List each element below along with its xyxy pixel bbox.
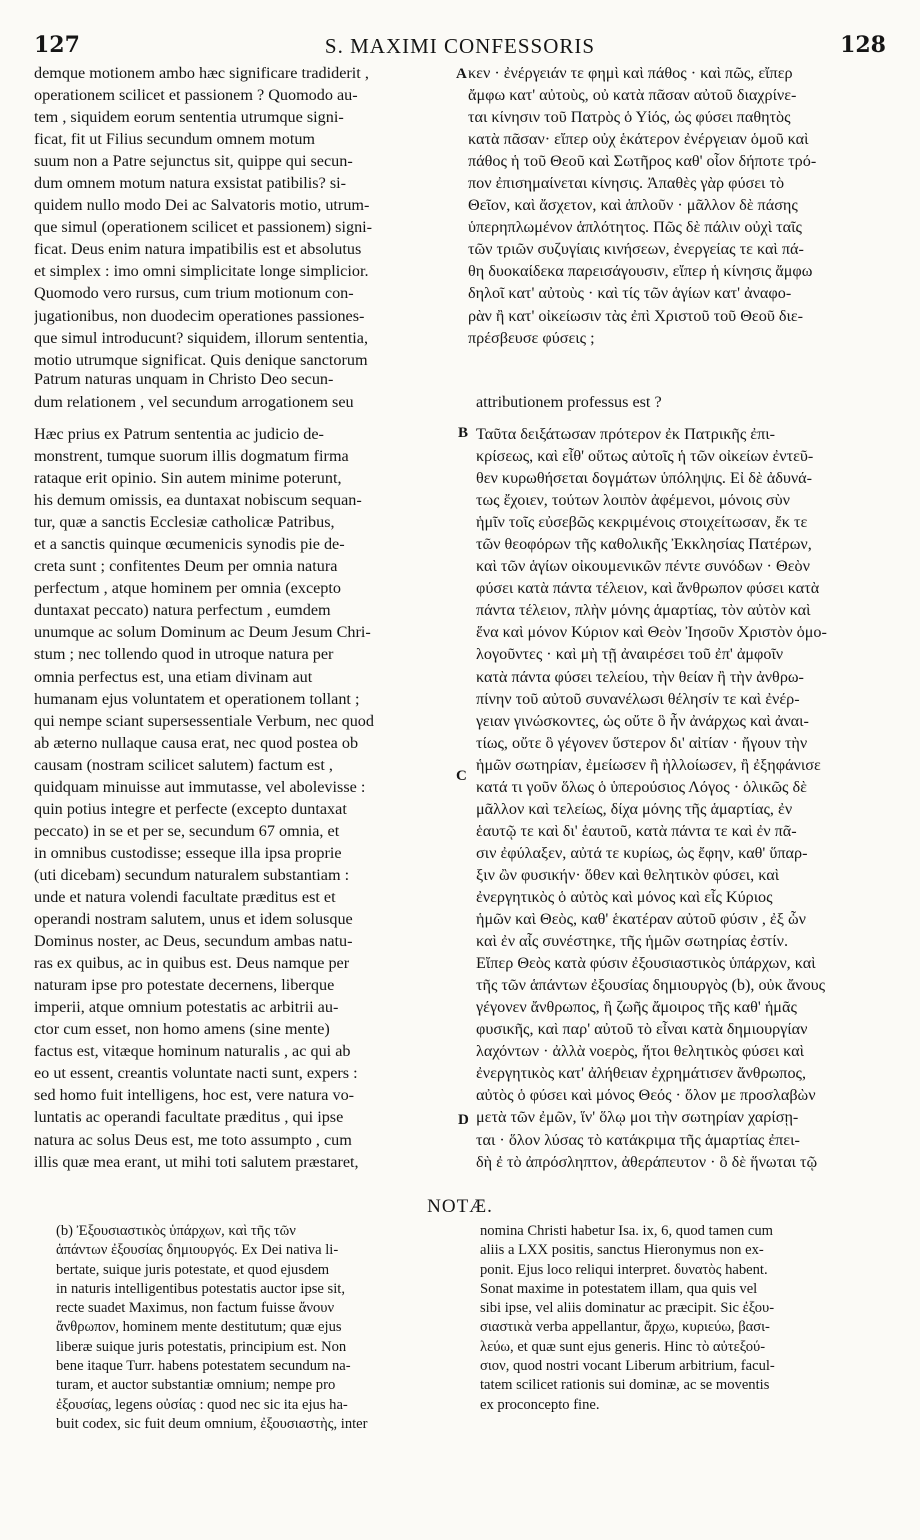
text-line: λαχόντων · ἀλλὰ νοερὸς, ἤτοι θελητικὸς φύσει καὶ: [476, 1042, 805, 1061]
spanning-text-right: attributionem professus est ?: [476, 393, 662, 411]
text-line: tur, quæ a sanctis Ecclesiæ catholicæ Patribus,: [34, 513, 335, 532]
text-line: ab æterno nullaque causa erat, nec quod postea ob: [34, 733, 359, 752]
divider: [34, 1218, 886, 1219]
text-line: duntaxat peccato) natura perfectum , eumdem: [34, 601, 331, 620]
text-line: καὶ τῶν ἁγίων οἰκουμενικῶν πέντε συνόδων · Θεὸν: [476, 557, 810, 576]
spanning-line-2: [34, 393, 886, 412]
text-line: πάθος ἡ τοῦ Θεοῦ καὶ Σωτῆρος καθ' οἷον δήποτε τρό-: [468, 152, 817, 171]
note-line: ex proconcepto fine.: [480, 1396, 600, 1413]
text-line: ται κίνησιν τοῦ Πατρὸς ὁ Υἱός, ὡς φύσει παθητὸς: [468, 108, 791, 127]
text-line: Hæc prius ex Patrum sententia ac judicio de-: [34, 425, 324, 443]
text-line: ficat, fit ut Filius secundum omnem motum: [34, 130, 316, 149]
text-line: peccato) in se et per se, secundum 67 omnia, et: [34, 821, 340, 840]
latin-column-top: [34, 62, 454, 371]
text-line: omnia perfectus est, una etiam divinam aut: [34, 667, 313, 686]
text-line: ὑπερηπλωμένον ἁπλότητος. Πῶς δὲ πάλιν οὐχὶ ταῖς: [468, 218, 802, 237]
note-line: recte suadet Maximus, non factum fuisse ἄνουν: [56, 1300, 335, 1317]
text-line: πίνην τοῦ αὐτοῦ συνανέλωσι θέλησίν τε καὶ ἐνέρ-: [476, 689, 800, 708]
text-line: φυσικῆς, καὶ παρ' αὐτοῦ τὸ εἶναι κατὰ δημιουργίαν: [476, 1020, 808, 1039]
text-line: et simplex : imo omni simplicitate longe simplicior.: [34, 262, 369, 281]
text-line: causam (nostram scilicet salutem) factum est ,: [34, 755, 333, 774]
note-right-column: [480, 1222, 886, 1415]
text-line: his demum omissis, ea duntaxat nobiscum sequan-: [34, 491, 362, 510]
margin-letter-a: A: [456, 66, 467, 82]
text-line: κατὰ πᾶσαν· εἴπερ οὐχ ἑκάτερον ἐνέργειαν ὁμοῦ καὶ: [468, 130, 809, 149]
spanning-text: Patrum naturas unquam in Christo Deo secun-: [34, 370, 334, 388]
note-line: (b) Ἐξουσιαστικὸς ὑπάρχων, καὶ τῆς τῶν: [56, 1223, 296, 1239]
right-page-number: 128: [840, 32, 886, 58]
text-line: μετὰ τῶν ἐμῶν, ἵν' ὅλῳ μοι τὴν σωτηρίαν χαρίσῃ-: [476, 1108, 799, 1127]
text-line: ficat. Deus enim natura impatibilis est et absolutus: [34, 240, 362, 259]
text-line: τῆς τῶν ἁπάντων ἐξουσίας δημιουργὸς (b), οὐκ ἄνους: [476, 976, 826, 995]
page-header: [34, 32, 886, 62]
text-line: τως ἔχοιεν, τούτων λοιπὸν ἀφέμενοι, μόνοις σὺν: [476, 491, 790, 510]
text-line: καὶ ἐν αἷς συνέστηκε, τῆς ἡμῶν σωτηρίας ἐστίν.: [476, 932, 789, 951]
text-line: αὐτὸς ὁ φύσει καὶ μόνος Θεός · ὅλον με προσλαβὼν: [476, 1086, 816, 1105]
note-line: turam, et auctor substantiæ omnium; nempe pro: [56, 1377, 336, 1394]
text-line: κρίσεως, καὶ εἶθ' οὕτως αὐτοῖς ἡ τῶν οἰκείων ἐντεῦ-: [476, 447, 814, 466]
text-line: demque motionem ambo hæc significare tradiderit ,: [34, 64, 369, 82]
text-line: sed homo fuit intelligens, hoc est, vere natura vo-: [34, 1086, 355, 1105]
note-line: nomina Christi habetur Isa. ix, 6, quod tamen cum: [480, 1223, 774, 1239]
spanning-text-left: dum relationem , vel secundum arrogationem seu: [34, 393, 354, 411]
text-line: que simul introducunt? siquidem, illorum sententia,: [34, 328, 369, 347]
text-line: ἡμῖν τοῖς εὐσεβῶς κεκριμένοις στοιχείτωσαν, ἔκ τε: [476, 513, 808, 532]
text-line: et a sanctis quinque œcumenicis synodis pie de-: [34, 535, 345, 554]
text-line: ἡμῶν σωτηρίαν, ἐμείωσεν ἢ ἠλλοίωσεν, ἢ ἐξηφάνισε: [476, 755, 821, 774]
greek-column-bottom: [476, 423, 886, 1173]
text-line: γειαν γινώσκοντες, ὡς οὔτε ὃ ἦν ἀνάρχως καὶ ἀναι-: [476, 711, 809, 730]
text-line: illis quæ mea erant, ut mihi toti salutem præstaret,: [34, 1152, 359, 1171]
text-line: Θεῖον, καὶ ἄσχετον, καὶ ἁπλοῦν · μᾶλλον δὲ πάσης: [468, 196, 798, 215]
left-page-number: 127: [34, 32, 80, 58]
margin-letter-d: D: [458, 1112, 469, 1128]
margin-letter-c: C: [456, 768, 467, 784]
text-line: operationem scilicet et passionem ? Quomodo au-: [34, 86, 358, 105]
note-line: liberæ suique juris potestatis, principium est. Non: [56, 1338, 347, 1355]
text-line: operandi nostram salutem, unus et idem solusque: [34, 910, 353, 929]
text-line: λογοῦντες · καὶ μὴ τῇ ἀναιρέσει τοῦ ἐπ' ἀμφοῖν: [476, 645, 784, 664]
text-line: φύσει κατὰ πάντα τέλειον, καὶ ἄνθρωπον φύσει κατὰ: [476, 579, 820, 598]
text-line: unumque ac solum Dominum ac Deum Jesum Chri-: [34, 623, 371, 642]
text-line: imperii, atque omnium potestatis ac arbitrii au-: [34, 998, 339, 1017]
text-line: ctor cum esset, non homo amens (sine mente): [34, 1020, 330, 1039]
note-line: Sonat maxime in potestatem illam, qua quis vel: [480, 1280, 758, 1297]
latin-column-bottom: [34, 423, 454, 1173]
text-line: perfectum , atque hominem per omnia (excepto: [34, 579, 341, 598]
text-line: qui nempe sciant supersessentiale Verbum, nec quod: [34, 711, 374, 730]
text-line: δὴ ἐ τὸ ἀπρόσληπτον, ἀθεράπευτον · ὃ δὲ ἥνωται τῷ: [476, 1152, 818, 1171]
text-line: que simul (operationem scilicet et passionem) signi-: [34, 218, 373, 237]
text-line: (uti dicebam) secundum naturalem substantiam :: [34, 865, 350, 884]
text-line: ἡμῶν καὶ Θεὸς, καθ' ἑκατέραν αὐτοῦ φύσιν , ἐξ ὧν: [476, 910, 806, 929]
note-line: tatem scilicet rationis sui dominæ, ac se moventis: [480, 1377, 770, 1394]
note-line: ἄνθρωπον, hominem mente destitutum; quæ ejus: [56, 1319, 342, 1336]
note-line: ἁπάντων ἐξουσίας δημιουργός. Ex Dei nativa li-: [56, 1242, 339, 1259]
note-line: λεύω, et quæ sunt ejus generis. Hinc τὸ αὐτεξού-: [480, 1338, 766, 1355]
note-line: σιαστικὰ verba appellantur, ἄρχω, κυριεύω, βασι-: [480, 1319, 770, 1336]
text-line: ἕνα καὶ μόνον Κύριον καὶ Θεὸν Ἰησοῦν Χριστὸν ὁμο-: [476, 623, 827, 642]
text-line: humanam ejus voluntatem et operationem tollant ;: [34, 689, 360, 708]
note-line: bene itaque Turr. habens potestatem secundum na-: [56, 1358, 351, 1375]
text-line: Dominus noster, ac Deus, secundum ambas natu-: [34, 932, 353, 951]
text-line: κατά τι γοῦν ὅλως ὁ ὑπερούσιος Λόγος · ὁλικῶς δὲ: [476, 777, 807, 796]
text-line: in omnibus custodisse; esseque illa ipsa proprie: [34, 843, 342, 862]
text-line: unde et natura volendi facultate præditus est et: [34, 887, 336, 906]
note-line: buit codex, sic fuit deum omnium, ἐξουσιαστὴς, inter: [56, 1415, 368, 1432]
note-line: ἐξουσίας, legens οὐσίας : quod nec sic ita ejus ha-: [56, 1396, 348, 1413]
text-line: θεν κυρωθήσεται δογμάτων ὑπόληψις. Εἰ δὲ ἀδυνά-: [476, 469, 813, 488]
text-line: rataque erit opinio. Sin autem minime poterunt,: [34, 469, 342, 488]
text-line: δηλοῖ κατ' αὐτοὺς · καὶ τίς τῶν ἁγίων κατ' ἀναφο-: [468, 284, 792, 303]
text-line: τῶν θεοφόρων τῆς καθολικῆς Ἐκκλησίας Πατέρων,: [476, 535, 812, 554]
text-line: factus est, vitæque hominum naturalis , ac qui ab: [34, 1042, 351, 1061]
text-line: ἑαυτῷ τε καὶ δι' ἑαυτοῦ, κατὰ πάντα τε καὶ ἐν πᾶ-: [476, 821, 797, 840]
note-line: bertate, suique juris potestate, et quod ejusdem: [56, 1261, 330, 1278]
text-line: luntatis ac operandi facultate præditus , qui ipse: [34, 1108, 344, 1127]
note-left-column: [56, 1222, 454, 1434]
text-line: monstrent, tumque suorum illis dogmatum firma: [34, 447, 349, 466]
text-line: motio utrumque significat. Quis denique sanctorum: [34, 350, 368, 369]
text-line: σιν ἐφύλαξεν, αὐτά τε κυρίως, ὡς ἔφην, καθ' ὕπαρ-: [476, 843, 808, 862]
text-line: stum ; nec tollendo quod in utroque natura per: [34, 645, 334, 664]
text-line: πάντα τέλειον, πλὴν μόνης ἁμαρτίας, τὸν αὐτὸν καὶ: [476, 601, 811, 620]
notes-title: NOTÆ.: [427, 1196, 493, 1217]
text-line: ξιν ὢν φυσικήν· ὅθεν καὶ θελητικὸν φύσει, καὶ: [476, 865, 780, 884]
note-line: sibi ipse, vel aliis dominatur ac præcipit. Sic ἐξου-: [480, 1300, 775, 1317]
text-line: Ταῦτα δειξάτωσαν πρότερον ἐκ Πατρικῆς ἐπι-: [476, 425, 776, 443]
text-line: πρέσβευσε φύσεις ;: [468, 328, 595, 347]
text-line: ρὰν ἢ κατ' οἰκείωσιν τὰς ἐπὶ Χριστοῦ τοῦ Θεοῦ διε-: [468, 306, 804, 325]
text-line: ἐνεργητικὸς ὁ αὐτὸς καὶ μόνος καὶ εἷς Κύριος: [476, 887, 773, 906]
text-line: θη δυοκαίδεκα παρεισάγουσιν, εἴπερ ἡ κίνησις ἄμφω: [468, 262, 813, 281]
text-line: naturam ipse pro potestate decernens, liberque: [34, 976, 335, 995]
text-line: τῶν τριῶν συζυγίαις κινήσεων, ἐνεργείας τε καὶ πά-: [468, 240, 804, 259]
spanning-line-1: [34, 370, 886, 389]
text-line: natura ac solus Deus est, me toto assumpto , cum: [34, 1130, 352, 1149]
text-line: tem , siquidem eorum sententia utrumque signi-: [34, 108, 344, 127]
text-line: dum omnem motum natura exsistat patibilis? si-: [34, 174, 347, 193]
running-title: S. MAXIMI CONFESSORIS: [324, 34, 596, 58]
text-line: quidquam minuisse aut immutasse, vel abolevisse :: [34, 777, 366, 796]
text-line: Εἴπερ Θεὸς κατὰ φύσιν ἐξουσιαστικὸς ὑπάρχων, καὶ: [476, 954, 816, 973]
margin-letter-b: B: [458, 425, 469, 441]
note-line: aliis a LXX positis, sanctus Hieronymus non ex-: [480, 1242, 764, 1259]
text-line: ται · ὅλον λύσας τὸ κατάκριμα τῆς ἁμαρτίας ἐπει-: [476, 1130, 800, 1149]
text-line: γέγονεν ἄνθρωπος, ἢ ζωῆς ἄμοιρος τῆς καθ' ἡμᾶς: [476, 998, 797, 1017]
text-line: κατὰ πάντα φύσει τελείου, τὴν θείαν ἢ τὴν ἀνθρω-: [476, 667, 804, 686]
text-line: quin potius integre et perfecte (excepto duntaxat: [34, 799, 347, 818]
text-line: ras ex quibus, ac in quibus est. Deus namque per: [34, 954, 350, 973]
note-line: ponit. Ejus loco reliqui interpret. δυνατὸς habent.: [480, 1261, 768, 1278]
text-line: τίως, οὔτε ὃ γέγονεν ὕστερον δι' αἰτίαν · ἤγουν τὴν: [476, 733, 808, 752]
text-line: eo ut essent, creantis voluntate nacti sunt, expers :: [34, 1064, 358, 1083]
text-line: κεν · ἐνέργειάν τε φημὶ καὶ πάθος · καὶ πῶς, εἴπερ: [468, 64, 793, 82]
text-line: Quomodo vero rursus, cum trium motionum con-: [34, 284, 354, 303]
text-line: ἄμφω κατ' αὐτοὺς, οὐ κατὰ πᾶσαν αὐτοῦ διαχρίνε-: [468, 86, 797, 105]
text-line: creta sunt ; confitentes Deum per omnia natura: [34, 557, 338, 576]
text-line: suum non a Patre sejunctus sit, quippe qui secun-: [34, 152, 353, 171]
text-line: jugationibus, non duodecim operationes passiones-: [34, 306, 365, 325]
text-line: quidem nullo modo Dei ac Salvatoris motio, utrum-: [34, 196, 370, 215]
text-line: ἐνεργητικὸς κατ' ἀλήθειαν ἐχρημάτισεν ἄνθρωπος,: [476, 1064, 806, 1083]
greek-column-top: [468, 62, 884, 349]
text-line: πον ἐπισημαίνεται κίνησις. Ἀπαθὲς γὰρ φύσει τὸ: [468, 174, 785, 193]
note-line: σιον, quod nostri vocant Liberum arbitrium, facul-: [480, 1358, 775, 1375]
note-line: in naturis intelligentibus potestatis auctor ipse sit,: [56, 1280, 345, 1297]
text-line: μᾶλλον καὶ τελείως, δίχα μόνης τῆς ἁμαρτίας, ἐν: [476, 799, 793, 818]
